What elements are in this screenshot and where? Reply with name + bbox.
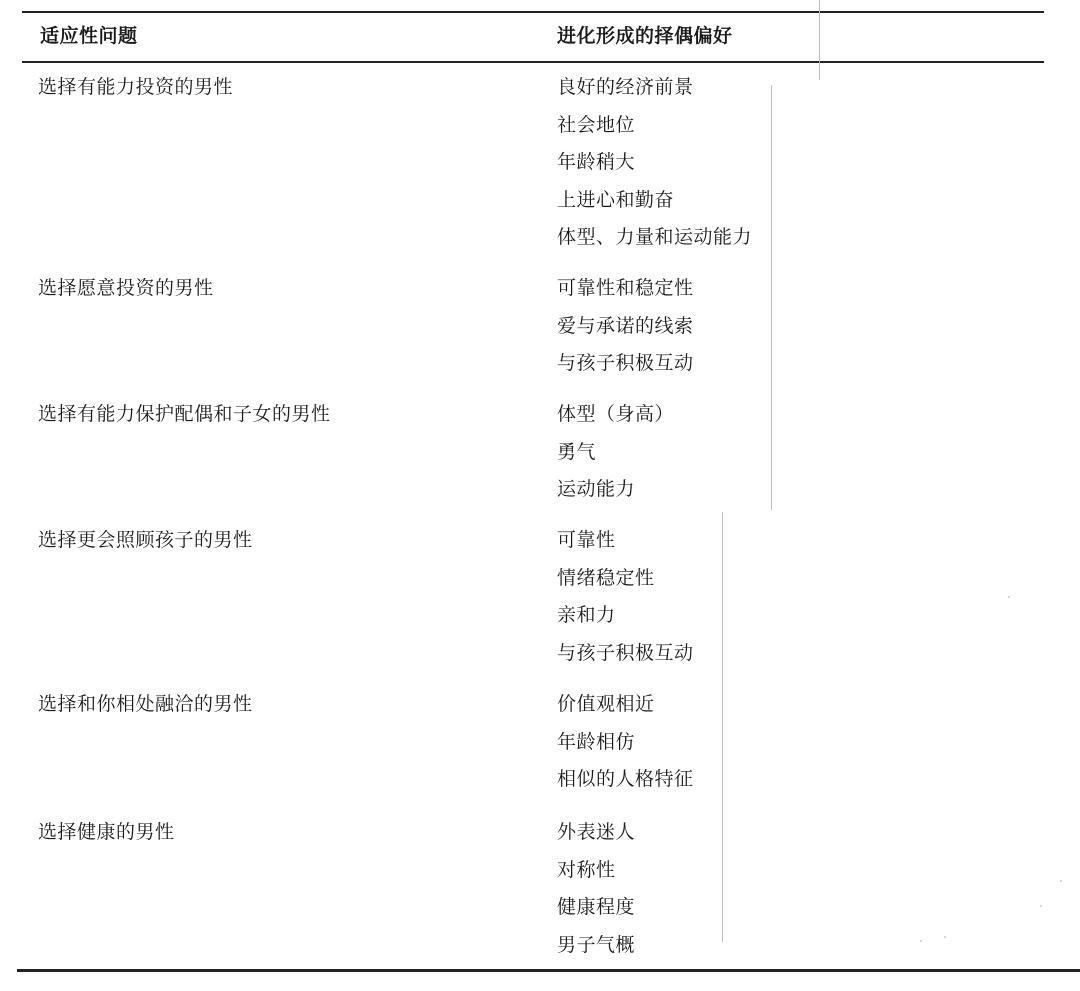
problem-cell: 选择更会照顾孩子的男性	[38, 529, 253, 551]
preference-item: 与孩子积极互动	[557, 641, 694, 664]
preference-list	[557, 400, 674, 513]
preference-list	[557, 690, 694, 803]
problem-cell: 选择有能力投资的男性	[38, 76, 234, 98]
preference-item: 亲和力	[557, 604, 616, 627]
preference-item: 健康程度	[557, 896, 636, 919]
preference-item: 与孩子积极互动	[557, 352, 694, 375]
problem-cell: 选择健康的男性	[38, 821, 175, 843]
problem-cell: 选择愿意投资的男性	[38, 277, 214, 299]
table-top-rule	[22, 11, 1044, 13]
scan-speckle	[1008, 596, 1010, 598]
preference-item: 体型、力量和运动能力	[557, 226, 753, 249]
problem-cell: 选择和你相处融洽的男性	[38, 693, 253, 715]
column-header-problem: 适应性问题	[40, 25, 138, 47]
scan-speckle	[920, 940, 922, 942]
scan-artifact-line	[819, 0, 820, 80]
preference-item: 对称性	[557, 858, 616, 881]
preference-item: 良好的经济前景	[557, 76, 694, 98]
scan-speckle	[944, 936, 946, 938]
preference-item: 上进心和勤奋	[557, 188, 675, 211]
preference-item: 运动能力	[557, 478, 636, 501]
preference-item: 外表迷人	[557, 821, 636, 843]
header-rule	[22, 61, 1044, 63]
problem-cell: 选择有能力保护配偶和子女的男性	[38, 403, 331, 425]
table-bottom-rule	[17, 969, 1080, 972]
preference-item: 年龄相仿	[557, 730, 636, 753]
preference-list	[557, 526, 694, 676]
scan-speckle	[1040, 905, 1042, 907]
preference-item: 可靠性	[557, 529, 616, 551]
column-header-preference: 进化形成的择偶偏好	[557, 25, 733, 47]
preference-list	[557, 818, 635, 968]
scan-artifact-line	[771, 85, 772, 510]
preference-item: 勇气	[557, 440, 597, 463]
preference-item: 情绪稳定性	[557, 566, 655, 589]
preference-list	[557, 274, 694, 387]
preference-item: 体型（身高）	[557, 403, 675, 425]
preference-item: 价值观相近	[557, 693, 655, 715]
scan-artifact-line	[722, 512, 723, 942]
preference-item: 社会地位	[557, 113, 636, 136]
preference-item: 相似的人格特征	[557, 768, 694, 791]
scan-speckle	[1060, 880, 1062, 882]
preference-item: 爱与承诺的线索	[557, 314, 694, 337]
preference-item: 年龄稍大	[557, 151, 636, 174]
preference-list	[557, 73, 752, 261]
preference-item: 可靠性和稳定性	[557, 277, 694, 299]
preference-item: 男子气概	[557, 933, 636, 956]
